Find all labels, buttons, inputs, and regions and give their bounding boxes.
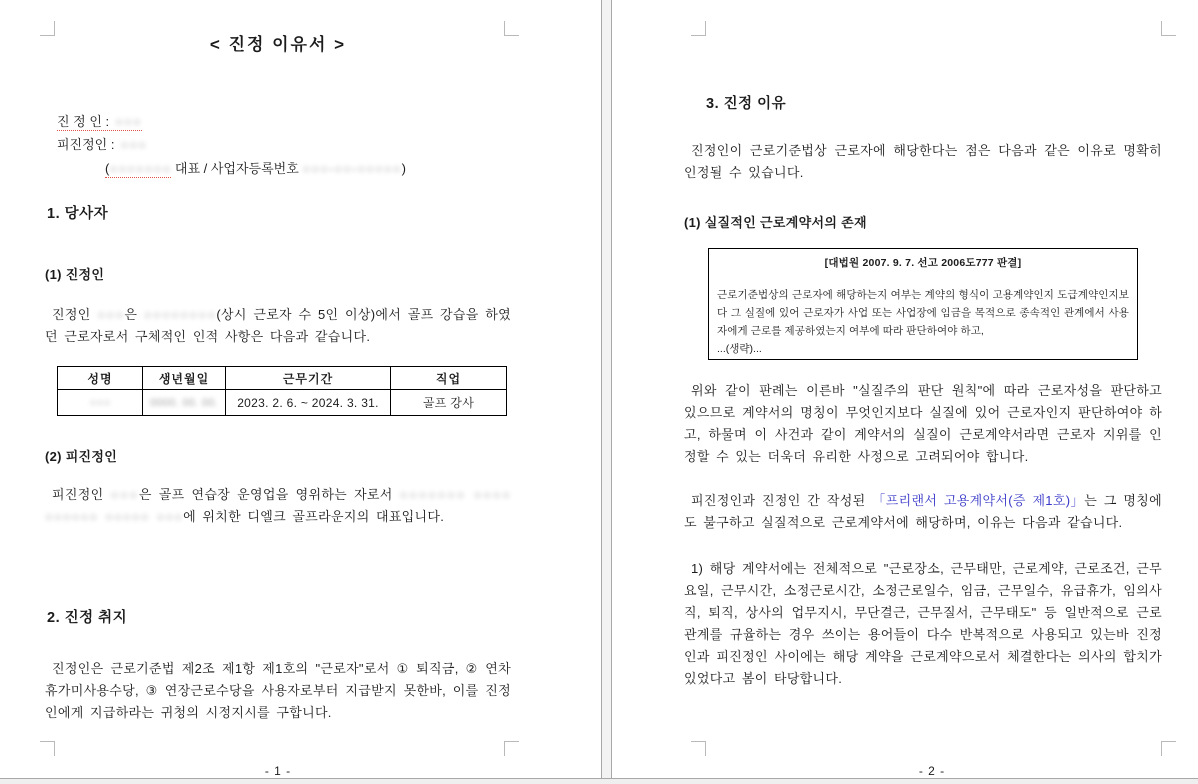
section-2-heading: 2. 진정 취지: [47, 610, 128, 626]
redacted-address: ○○○○○○○ ○○○○ ○○○○○○ ○○○○○ ○○○: [45, 487, 511, 524]
reason-intro-paragraph: 진정인이 근로기준법상 근로자에 해당한다는 점은 다음과 같은 이유로 명확히 인정될 수 있습니다.: [684, 143, 1162, 180]
court-case-box: [708, 248, 1138, 360]
text: 은 골프 연습장 운영업을 영위하는 자로서: [138, 487, 400, 502]
case-ellipsis: ...(생략)...: [717, 343, 762, 355]
petitioner-line: [57, 111, 142, 130]
contract-title-link: 「프리랜서 고용계약서(증 제1호)」: [872, 493, 1085, 508]
col-name: 성명: [58, 367, 143, 390]
personal-info-table: [57, 366, 507, 416]
table-row: [58, 390, 507, 416]
text-boundary-mark-bottom-left: [691, 741, 706, 756]
text-boundary-mark-top-right: [1161, 21, 1176, 36]
text: (상시 근로자 수 5인 이상)에서 골프 강습을 하였던 근로자로서 구체적인 인적 사항은 다음과 같습니다.: [45, 307, 511, 344]
page-1[interactable]: [0, 0, 601, 778]
col-occupation: 직업: [391, 367, 507, 390]
section-1-2-heading: (2) 피진정인: [45, 449, 118, 464]
text: 피진정인과 진정인 간 작성된: [691, 493, 873, 508]
respondent-line: [57, 134, 147, 153]
redacted-name-cell: ○○○: [58, 390, 143, 416]
page-number-2: - 2 -: [918, 764, 946, 778]
page-2[interactable]: [612, 0, 1198, 778]
text-boundary-mark-top-left: [691, 21, 706, 36]
work-period-cell: 2023. 2. 6. ~ 2024. 3. 31.: [226, 390, 391, 416]
case-citation: [대법원 2007. 9. 7. 선고 2006도777 판결]: [824, 257, 1022, 269]
text: 은: [124, 307, 144, 322]
redacted-respondent-name: ○○○: [120, 137, 148, 152]
purpose-paragraph: 진정인은 근로기준법 제2조 제1항 제1호의 "근로자"로서 ① 퇴직금, ② 연차휴가미사용수당, ③ 연장근로수당을 사용자로부터 지급받지 못한바, 이를 진정인에게 지급하라는 귀청의 시정지시를 구합니다.: [45, 661, 511, 720]
text: 는 그 명칭에도 불구하고 실질적으로 근로계약서에 해당하며, 이유는 다음과 같습니다.: [684, 493, 1162, 530]
redacted-petitioner-name: ○○○: [115, 114, 142, 129]
petitioner-label: 진 정 인 :: [57, 114, 110, 129]
paren-open: (: [105, 161, 110, 176]
section-1-heading: 1. 당사자: [47, 206, 109, 222]
col-work-period: 근무기간: [226, 367, 391, 390]
horizontal-scrollbar[interactable]: [0, 778, 1198, 784]
respondent-paragraph: [45, 484, 511, 528]
precedent-paragraph: 위와 같이 판례는 이른바 "실질주의 판단 원칙"에 따라 근로자성을 판단하고 있으므로 계약서의 명칭이 무엇인지보다 실질에 있어 근로자인지 판단하여야 하고, 하물며 이 사건과 같이 계약서의 실질이 근로계약서라면 근로자 지위를 인정할 수 있는 더욱더 유리한 사정으로 고려되어야 합니다.: [684, 383, 1162, 464]
paren-close: ): [401, 161, 406, 176]
redacted-workplace: ○○○○○○○○: [143, 307, 217, 322]
redacted-business-number: ○○○-○○-○○○○○: [302, 161, 402, 176]
text-boundary-mark-bottom-left: [40, 741, 55, 756]
text-boundary-mark-bottom-right: [1161, 741, 1176, 756]
page-gap: [601, 0, 612, 778]
text: 진정인: [52, 307, 98, 322]
text: 피진정인: [52, 487, 111, 502]
contract-paragraph: [684, 490, 1162, 534]
case-quote: 근로기준법상의 근로자에 해당하는지 여부는 계약의 형식이 고용계약인지 도급계약인지보다 그 실질에 있어 근로자가 사업 또는 사업장에 임금을 목적으로 종속적인 관계에서 사용자에게 근로를 제공하였는지 여부에 따라 판단하여야 하고,: [717, 289, 1129, 337]
section-1-1-heading: (1) 진정인: [45, 267, 105, 282]
doc-title: < 진정 이유서 >: [209, 35, 347, 54]
page-number-1: - 1 -: [264, 764, 292, 778]
respondent-label: 피진정인 :: [57, 137, 115, 152]
respondent-detail-line: [105, 158, 406, 177]
text-boundary-mark-bottom-right: [504, 741, 519, 756]
detail-text: 대표 / 사업자등록번호: [171, 161, 303, 176]
section-3-1-heading: (1) 실질적인 근로계약서의 존재: [684, 215, 867, 230]
section-3-heading: 3. 진정 이유: [706, 96, 787, 112]
contract-terms-paragraph: 1) 해당 계약서에는 전체적으로 "근로장소, 근무태만, 근로계약, 근로조건, 근무요일, 근무시간, 소정근로시간, 소정근로일수, 임금, 근무일수, 유급휴가, 임의사직, 퇴직, 상사의 업무지시, 무단결근, 근무질서, 근무태도" 등 일반적으로 근로관계를 규율하는 경우 쓰이는 용어들이 다수 반복적으로 사용되고 있는바 진정인과 피진정인 사이에는 해당 계약을 근로계약으로서 체결한다는 의사의 합치가 있었다고 봄이 타당합니다.: [684, 561, 1162, 686]
text: 에 위치한 디엘크 골프라운지의 대표입니다.: [183, 509, 445, 524]
redacted-company-name: ○○○○○○○: [109, 161, 172, 176]
redacted-name: ○○○: [110, 487, 139, 502]
redacted-birthdate-cell: 0000. 00. 00.: [143, 390, 226, 416]
col-birthdate: 생년월일: [143, 367, 226, 390]
table-header-row: [58, 367, 507, 390]
redacted-name: ○○○: [97, 307, 125, 322]
occupation-cell: 골프 강사: [391, 390, 507, 416]
petitioner-paragraph: [45, 304, 511, 348]
